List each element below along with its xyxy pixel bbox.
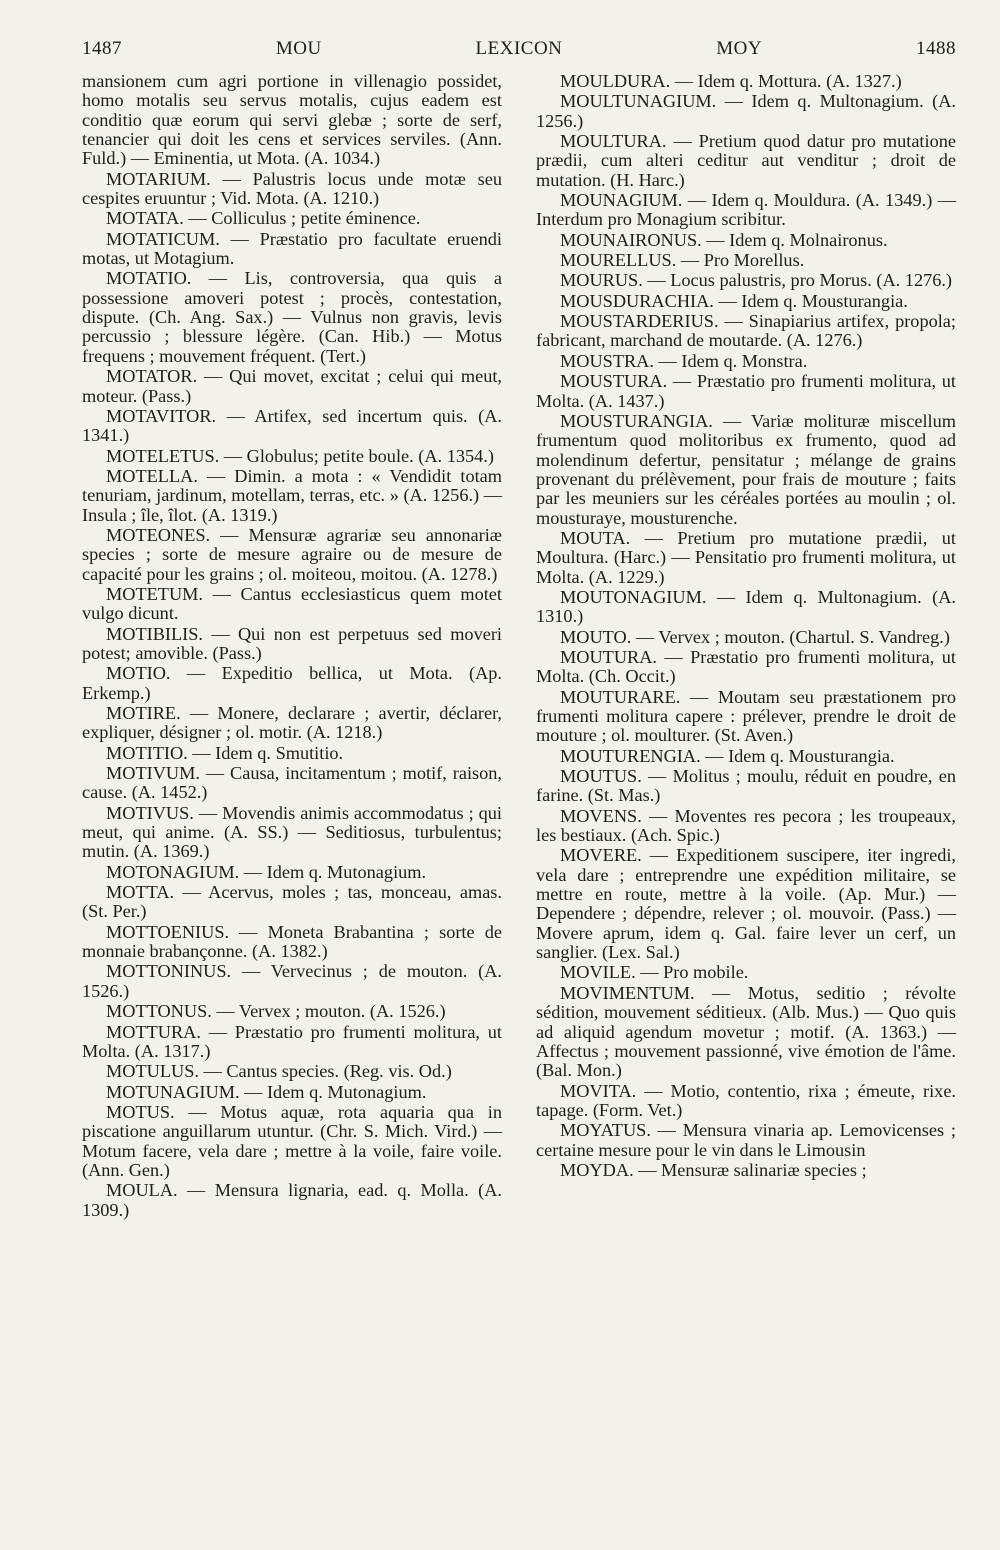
dictionary-entry: MOTELLA. — Dimin. a mota : « Vendidit totam tenuriam, jardinum, motellam, terras, etc. » (A. 1256.) — Insula ; île, îlot. (A. 1319.) <box>82 465 502 525</box>
dictionary-entry: MOTONAGIUM. — Idem q. Mutonagium. <box>106 861 427 882</box>
dictionary-entry: MOTULUS. — Cantus species. (Reg. vis. Od.) <box>106 1061 452 1082</box>
dictionary-entry: MOURELLUS. — Pro Morellus. <box>560 250 805 271</box>
dictionary-entry: MOTATA. — Colliculus ; petite éminence. <box>106 208 421 229</box>
dictionary-entry: MOTARIUM. — Palustris locus unde motæ seu cespites eruuntur ; Vid. Mota. (A. 1210.) <box>82 168 502 209</box>
dictionary-entry: MOTATICUM. — Præstatio pro facultate eruendi motas, ut Motagium. <box>82 228 502 269</box>
dictionary-entry: MOULTURA. — Pretium quod datur pro mutatione prædii, cum alteri ceditur aut venditur ; droit de mutation. (H. Harc.) <box>536 131 956 190</box>
dictionary-entry: MOTAVITOR. — Artifex, sed incertum quis. (A. 1341.) <box>82 405 502 446</box>
dictionary-entry: MOTTURA. — Præstatio pro frumenti molitura, ut Molta. (A. 1317.) <box>82 1021 502 1061</box>
page-number-right: 1488 <box>915 38 956 59</box>
dictionary-entry: MOVIMENTUM. — Motus, seditio ; révolte sédition, mouvement séditieux. (Alb. Mus.) — Quo quis ad aliquid agendum movetur ; motif. (A. 1363.) — Affectus ; mouvement passionné, vive émotion de l'âme. (Bal. Mon.) <box>536 982 956 1081</box>
dictionary-entry: MOUSTRA. — Idem q. Monstra. <box>560 350 808 371</box>
dictionary-entry: MOTTA. — Acervus, moles ; tas, monceau, amas. (St. Per.) <box>82 882 502 922</box>
header-title: LEXICON <box>475 38 563 59</box>
dictionary-entry: MOVILE. — Pro mobile. <box>560 962 749 983</box>
dictionary-entry: MOYDA. — Mensuræ salinariæ species ; <box>560 1159 867 1180</box>
dictionary-entry: MOUTA. — Pretium pro mutatione prædii, ut Moultura. (Harc.) — Pensitatio pro frumenti molitura, ut Molta. (A. 1229.) <box>536 527 956 587</box>
dictionary-entry: MOUSDURACHIA. — Idem q. Mousturangia. <box>560 290 908 311</box>
guide-word-left: MOU <box>275 38 322 59</box>
dictionary-entry: MOUTURARE. — Moutam seu præstationem pro frumenti molitura capere : prélever, prendre le droit de mouture ; ol. moulturer. (St. Aven.) <box>536 686 956 746</box>
dictionary-entry: MOUTURENGIA. — Idem q. Mousturangia. <box>560 745 895 766</box>
dictionary-entry: MOTITIO. — Idem q. Smutitio. <box>106 742 344 763</box>
dictionary-entry: MOUSTURANGIA. — Variæ molituræ miscellum frumentum quod molitoribus ex frumento, quod ad molendinum defertur, pensitatur ; mélange de grains provenant du prélèvement, pour frais de mouture ; faits par les meuniers sur les céréales portées au moulin ; ol. mousturaye, mousturenche. <box>536 410 956 528</box>
left-column <box>82 72 502 1221</box>
dictionary-entry: MOUTUS. — Molitus ; moulu, réduit en poudre, en farine. (St. Mas.) <box>536 766 956 806</box>
dictionary-entry: MOTEONES. — Mensuræ agrariæ seu annonariæ species ; sorte de mesure agraire ou de mesure de capacité pour les grains ; ol. moiteou, moitou. (A. 1278.) <box>82 524 502 584</box>
dictionary-entry: MOTIBILIS. — Qui non est perpetuus sed moveri potest; amovible. (Pass.) <box>82 623 502 663</box>
dictionary-entry: MOTTOENIUS. — Moneta Brabantina ; sorte de monnaie brabançonne. (A. 1382.) <box>82 921 502 962</box>
dictionary-entry: MOUTONAGIUM. — Idem q. Multonagium. (A. 1310.) <box>536 586 956 627</box>
dictionary-entry: MOTTONUS. — Vervex ; mouton. (A. 1526.) <box>106 1001 446 1022</box>
dictionary-entry: MOTIVUM. — Causa, incitamentum ; motif, raison, cause. (A. 1452.) <box>82 763 502 803</box>
dictionary-entry: MOYATUS. — Mensura vinaria ap. Lemovicenses ; certaine mesure pour le vin dans le Limousin <box>536 1120 956 1160</box>
dictionary-entry: MOUNAIRONUS. — Idem q. Molnaironus. <box>560 229 888 250</box>
dictionary-entry: MOTIO. — Expeditio bellica, ut Mota. (Ap. Erkemp.) <box>82 663 502 703</box>
dictionary-entry: MOUTURA. — Præstatio pro frumenti molitura, ut Molta. (Ch. Occit.) <box>536 646 956 687</box>
dictionary-entry: mansionem cum agri portione in villenagio possidet, homo motalis seu servus motalis, cujus eadem est conditio quæ eorum qui servi glebæ ; sorte de serf, tenancier qui doit les cens et services serviles. (Ann. Fuld.) — Eminentia, ut Mota. (A. 1034.) <box>82 71 502 169</box>
dictionary-entry: MOTTONINUS. — Vervecinus ; de mouton. (A. 1526.) <box>82 961 502 1001</box>
dictionary-entry: MOTIVUS. — Movendis animis accommodatus ; qui meut, qui anime. (A. SS.) — Seditiosus, turbulentus; mutin. (A. 1369.) <box>82 802 502 862</box>
text-columns <box>82 72 956 1221</box>
dictionary-entry: MOTELETUS. — Globulus; petite boule. (A. 1354.) <box>106 445 494 466</box>
dictionary-entry: MOTIRE. — Monere, declarare ; avertir, déclarer, expliquer, désigner ; ol. motir. (A. 1218.) <box>82 703 502 743</box>
dictionary-entry: MOULDURA. — Idem q. Mottura. (A. 1327.) <box>560 71 902 91</box>
dictionary-entry: MOUSTURA. — Præstatio pro frumenti molitura, ut Molta. (A. 1437.) <box>536 371 956 411</box>
dictionary-entry: MOUSTARDERIUS. — Sinapiarius artifex, propola; fabricant, marchand de moutarde. (A. 1276.) <box>536 311 956 351</box>
dictionary-entry: MOTATOR. — Qui movet, excitat ; celui qui meut, moteur. (Pass.) <box>82 366 502 406</box>
dictionary-entry: MOVENS. — Moventes res pecora ; les troupeaux, les bestiaux. (Ach. Spic.) <box>536 805 956 846</box>
page-number-left: 1487 <box>82 38 122 59</box>
dictionary-entry: MOURUS. — Locus palustris, pro Morus. (A. 1276.) <box>560 270 953 291</box>
dictionary-entry: MOULA. — Mensura lignaria, ead. q. Molla. (A. 1309.) <box>82 1180 502 1220</box>
dictionary-entry: MOVERE. — Expeditionem suscipere, iter ingredi, vela dare ; entreprendre une expédition militaire, se mettre en route, mettre à la voile. (Ap. Mur.) — Dependere ; dépendre, relever ; ol. mouvoir. (Pass.) — Movere aprum, idem q. Gal. faire lever un cerf, un sanglier. (Lex. Sal.) <box>536 845 956 963</box>
dictionary-entry: MOTUS. — Motus aquæ, rota aquaria qua in piscatione anguillarum utuntur. (Chr. S. Mich. Vird.) — Motum facere, vela dare ; mettre à la voile, faire voile. (Ann. Gen.) <box>82 1101 502 1180</box>
dictionary-entry: MOVITA. — Motio, contentio, rixa ; émeute, rixe. tapage. (Form. Vet.) <box>536 1080 956 1120</box>
right-column <box>536 72 956 1221</box>
dictionary-entry: MOTUNAGIUM. — Idem q. Mutonagium. <box>106 1081 427 1102</box>
dictionary-entry: MOTATIO. — Lis, controversia, qua quis a possessione amoveri potest ; procès, contestation, dispute. (Ch. Ang. Sax.) — Vulnus non gravis, levis percussio ; blessure légère. (Can. Hib.) — Motus frequens ; mouvement fréquent. (Tert.) <box>82 268 502 366</box>
guide-word-right: MOY <box>716 38 763 59</box>
dictionary-entry: MOUNAGIUM. — Idem q. Mouldura. (A. 1349.) — Interdum pro Monagium scribitur. <box>536 190 956 230</box>
dictionary-entry: MOUTO. — Vervex ; mouton. (Chartul. S. Vandreg.) <box>560 626 950 647</box>
dictionary-entry: MOULTUNAGIUM. — Idem q. Multonagium. (A. 1256.) <box>536 91 956 131</box>
running-header <box>82 38 956 72</box>
dictionary-entry: MOTETUM. — Cantus ecclesiasticus quem motet vulgo dicunt. <box>82 583 502 624</box>
